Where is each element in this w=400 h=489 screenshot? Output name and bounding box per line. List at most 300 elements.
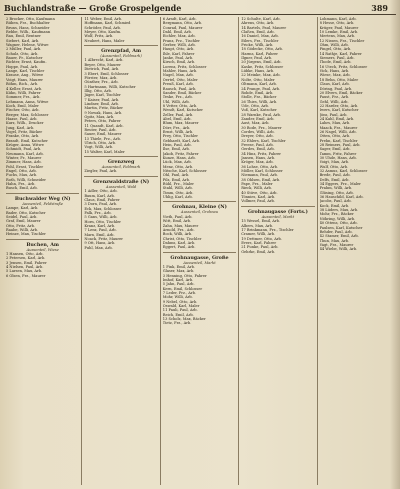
resident-entry: Uhl, Willi, Arb. xyxy=(162,99,190,104)
resident-entry: Vollmer, Paul, Arb. xyxy=(241,199,275,204)
resident-entry: 30 Uhde, Hans, Arb. xyxy=(319,156,357,160)
resident-entry: Glaser, Max, Arb. xyxy=(162,269,195,274)
resident-entry: Wiese, Max, Arb. xyxy=(319,73,351,78)
resident-entry: Cramer, Willi, Arb. xyxy=(241,232,276,237)
resident-entry: Voigt, Max, Arb. xyxy=(319,160,350,165)
resident-entry: Oswald, Karl, Maler xyxy=(162,304,200,309)
resident-entry: Haase, Paul, Arb. xyxy=(6,116,38,121)
resident-entry: Christ, Otto, Tischler xyxy=(162,236,202,241)
resident-entry: Vogel, Fritz, Bäcker xyxy=(6,129,43,134)
resident-entry: Richter, Ernst, Kaufm. xyxy=(6,60,47,65)
resident-entry: Böhm, Rich., Arb. xyxy=(6,82,39,87)
resident-entry: Schröder, Paul, Arb. xyxy=(84,25,121,30)
resident-entry: 28 Warnke, Paul, Arb. xyxy=(241,112,281,117)
resident-entry: Förster, Max, Arb. xyxy=(84,75,118,80)
resident-entry: Kaske, Fritz, Schlosser xyxy=(241,64,284,69)
resident-entry: Hoppe, Paul, Arb. xyxy=(6,64,39,69)
resident-entry: Rühl, Frz., Maler xyxy=(162,182,194,187)
resident-entry: Otto, Fritz, Arb. xyxy=(6,223,36,228)
resident-entry: Paulsen, Karl, Kutscher xyxy=(319,225,363,230)
page-number: 389 xyxy=(371,3,388,13)
resident-entry: Nagel, Max, Arb. xyxy=(162,73,194,78)
resident-entry: Ulrich, Otto, Arb. xyxy=(84,141,117,145)
resident-entry: 11 Weber, Emil, Arb. xyxy=(84,17,123,21)
resident-entry: Eichler, Max, Arb. xyxy=(162,34,196,39)
resident-entry: Lorenz, Fritz, Schlosser xyxy=(162,64,207,69)
resident-entry: Bergmann, Otto, Arb. xyxy=(162,21,203,26)
resident-entry: Faust, Frz., Arb. xyxy=(319,95,350,100)
resident-entry: 22 Harder, Otto, Arb. xyxy=(319,103,359,108)
resident-entry: 3 Henning, Otto, Fahrer xyxy=(162,273,207,278)
resident-entry: 42 Stamer, Emil, Arb. xyxy=(319,234,359,239)
resident-entry: Bruns, Hans, Schneider xyxy=(6,25,50,30)
street-subheading: (Aussenteil, Feldmark) xyxy=(100,54,142,59)
resident-entry: Ernst, Willi, Arb. xyxy=(162,129,194,134)
resident-entry: Stahl, Willi, Arb. xyxy=(162,186,193,191)
resident-entry: Rau, Emil, Rentner xyxy=(6,34,41,39)
resident-entry: Graf, Emil, Maurer xyxy=(6,219,41,224)
resident-entry: Franz, Frz., Tischler xyxy=(162,38,200,43)
resident-entry: Marx, Emil, Arb. xyxy=(84,232,115,237)
resident-entry: Imhof, Karl, Arb. xyxy=(162,278,194,283)
resident-entry: Thode, Emil, Arb. xyxy=(319,60,352,65)
resident-entry: Janke, Paul, Arb. xyxy=(162,56,194,61)
resident-entry: Mohr, Frz., Bäcker xyxy=(319,212,354,217)
resident-entry: 21 Funke, Paul, Arb. xyxy=(241,245,279,250)
resident-entry: 24 Prange, Paul, Arb. xyxy=(241,86,281,91)
columns xyxy=(4,17,396,485)
directory-column xyxy=(318,17,396,485)
section-divider xyxy=(6,193,79,194)
resident-entry: Wolf, Fritz, Arb. xyxy=(84,34,114,39)
resident-entry: Rebbe, Wilh., Kaufmann xyxy=(6,30,51,35)
section-divider xyxy=(163,201,236,202)
resident-entry: 26 Nagel, Willi, Arb. xyxy=(319,129,357,134)
resident-entry: Conrad, Paul, Maurer xyxy=(162,25,203,30)
resident-entry: Voigt, Hans, Maurer xyxy=(6,77,44,82)
resident-entry: Dahl, Emil, Arb. xyxy=(162,30,192,35)
resident-entry: Claßen, Emil, Arb. xyxy=(241,30,275,35)
street-heading: Grenzpfad, Am xyxy=(101,48,142,55)
resident-entry: Jöns, Paul, Arb. xyxy=(319,112,348,117)
resident-entry: Harms, Karl, Fahrer xyxy=(241,51,278,56)
resident-entry: 16 Utech, Fritz, Schlosser xyxy=(319,64,368,69)
resident-entry: 20 Elvers, Emil, Bäcker xyxy=(319,90,363,95)
resident-entry: Bauer, Fr., Kutscher xyxy=(6,56,43,61)
resident-entry: Meyer, Otto, Kaufm. xyxy=(84,30,122,35)
resident-entry: Glüsing, Otto, Arb. xyxy=(319,190,354,195)
street-subheading: Aussenteil, Markt xyxy=(183,260,216,265)
resident-entry: Beyer, Otto, Maurer xyxy=(84,62,121,67)
resident-entry: 1 Albrecht, Karl, Arb. xyxy=(84,58,124,63)
resident-entry: Bock, Willi, Arb. xyxy=(162,232,193,237)
resident-entry: Albers, Max, Arb. xyxy=(241,223,274,228)
resident-entry: Kröger, Max, Arb. xyxy=(241,160,274,165)
resident-entry: Falk, Frz., Arb. xyxy=(84,210,112,215)
resident-entry: Ilse, Emil, Arb. xyxy=(162,147,190,152)
resident-entry: Winter, Fr., Maurer xyxy=(6,156,42,160)
resident-entry: Voß, Karl, Kutscher xyxy=(241,108,277,113)
resident-entry: Engel, Otto, Arb. xyxy=(6,169,37,174)
resident-entry: Wagner, Helene, Witwe xyxy=(6,43,49,48)
resident-entry: 3 Jensen, Emil, Fahrer xyxy=(6,260,47,265)
resident-entry: Gehrke, Emil, Arb. xyxy=(241,249,276,254)
resident-entry: Dörr, Frz., Arb. xyxy=(162,125,191,130)
resident-entry: Koch, Emil, Maler xyxy=(6,103,39,108)
resident-entry: Witt, Emil, Arb. xyxy=(162,219,192,224)
resident-entry: 4 Nielsen, Paul, Arb. xyxy=(6,265,44,269)
resident-entry: Eilers, Frz., Tischler xyxy=(241,38,279,43)
resident-entry: Pohl, Ernst, Tischler xyxy=(6,164,44,169)
resident-entry: Brandt, Emil, Kutscher xyxy=(6,138,48,143)
resident-entry: Jansen, Hans, Arb. xyxy=(241,156,276,160)
resident-entry: Niemann, Paul, Arb. xyxy=(241,173,278,178)
resident-entry: 8 Hesse, Otto, Arb. xyxy=(319,21,355,26)
resident-entry: Freese, Paul, Arb. xyxy=(241,142,274,147)
resident-entry: Nitsche, Karl, Schlosser xyxy=(162,169,207,174)
resident-entry: Döring, Paul, Arb. xyxy=(319,86,353,91)
resident-entry: Schulz, Otto, Arb. xyxy=(6,51,39,56)
section-divider xyxy=(84,45,157,46)
resident-entry: Arnold, Frz., Arb. xyxy=(162,227,195,232)
resident-entry: 12 Nissen, Frz., Tischler xyxy=(319,38,365,43)
resident-entry: 2 Müller, Paul, Arb. xyxy=(6,47,42,52)
resident-entry: Peters, Otto, Fahrer xyxy=(84,119,121,124)
resident-entry: Fricke, Willi, Arb. xyxy=(241,43,274,48)
resident-entry: 1 Fink, Emil, Arb. xyxy=(162,265,196,269)
resident-entry: 14 Rathje, Karl, Fahrer xyxy=(319,51,362,56)
resident-entry: 13 Scholz, Max, Bäcker xyxy=(162,317,206,322)
street-heading: Buchwalder Weg (N) xyxy=(14,195,71,202)
resident-entry: Frahm, Willi, Arb. xyxy=(319,186,353,191)
resident-entry: Prehn, Karl, Tischler xyxy=(319,138,358,143)
resident-entry: Kunze, Hans, Arb. xyxy=(162,156,196,160)
resident-entry: Lübke, Hans, Arb. xyxy=(241,69,275,74)
resident-entry: 32 Asmus, Karl, Schlosser xyxy=(319,169,368,174)
resident-entry: Krüger, Paul, Maurer xyxy=(319,25,359,30)
resident-entry: Hahn, Frz., Arb. xyxy=(6,182,36,187)
resident-entry: 9 Ott, Hans, Arb. xyxy=(84,241,116,246)
resident-entry: 2 Petersen, Karl, Arb. xyxy=(6,256,46,261)
street-heading: Grohnaugasse, Große xyxy=(170,254,229,261)
resident-entry: Siemers, Paul, Arb. xyxy=(319,56,355,61)
resident-entry: 2 Brocker, Otto, Kaufmann xyxy=(6,17,55,21)
resident-entry: Franke, Otto, Arb. xyxy=(6,134,40,139)
resident-entry: 5 Larsen, Max, Arb. xyxy=(6,269,43,274)
resident-entry: Dietrich, Paul, Arb. xyxy=(84,67,120,72)
resident-entry: Sauer, Emil, Maurer xyxy=(84,132,122,137)
resident-entry: 10 Lemke, Emil, Arb. xyxy=(319,30,359,35)
resident-entry: Lehmann, Anna, Witwe xyxy=(6,99,49,104)
resident-entry: 9 Nebel, Otto, Arb. xyxy=(162,299,198,304)
resident-entry: Fischer, Otto, Arb. xyxy=(6,108,40,113)
resident-entry: 17 Brinkmann, Frz., Tischler xyxy=(241,227,294,232)
street-heading: Grenzwaldstraße (N) xyxy=(93,178,150,185)
street-subheading: Aussenteil, Wiese xyxy=(26,247,59,252)
resident-entry: 7 Lenz, Paul, Arb. xyxy=(84,228,117,233)
resident-entry: Maack, Frz., Maurer xyxy=(319,125,358,130)
resident-entry: Möller, Karl, Schlosser xyxy=(241,169,283,174)
resident-entry: Martin, Fritz, Bäcker xyxy=(84,106,123,111)
resident-entry: 14 Bartels, Paul, Maurer xyxy=(241,25,287,30)
resident-entry: Busch, Emil, Arb. xyxy=(6,186,38,191)
resident-entry: Neubert, Hans, Maler xyxy=(84,38,125,43)
resident-entry: Teske, Frz., Arb. xyxy=(162,95,193,100)
resident-entry: Gebhardt, Karl, Arb. xyxy=(162,138,201,143)
resident-entry: Vagt, Frz., Maurer xyxy=(319,242,354,247)
resident-entry: Vieth, Paul, Arb. xyxy=(162,214,193,219)
street-subheading: Aussenteil, Wald xyxy=(106,184,137,189)
resident-entry: Neumann, Karl, Arb. xyxy=(6,151,44,156)
resident-entry: Sander, Emil, Bäcker xyxy=(162,90,202,95)
resident-entry: 40 Stüve, Otto, Arb. xyxy=(241,190,278,195)
section-divider xyxy=(241,206,314,207)
directory-column xyxy=(4,17,82,485)
resident-entry: Kirsch, Emil, Arb. xyxy=(162,60,196,65)
resident-entry: Rohde, Emil, Arb. xyxy=(241,90,274,95)
resident-entry: Reuter, Paul, Arb. xyxy=(84,127,117,132)
resident-entry: Ihle, Karl, Fahrer xyxy=(162,51,195,56)
resident-entry: 28 Reimers, Paul, Arb. xyxy=(319,142,361,147)
resident-entry: Lück, Max, Arb. xyxy=(162,160,192,165)
resident-entry: Vick, Hans, Arb. xyxy=(319,69,350,74)
page-header xyxy=(4,3,396,14)
resident-entry: 44 Wiebe, Willi, Arb. xyxy=(319,247,358,252)
resident-entry: Lahrs, Max, Arb. xyxy=(319,121,351,126)
street-subheading: Aussenteil, Feldstraße xyxy=(22,201,64,206)
resident-entry: Berger, Max, Schlosser xyxy=(6,112,49,117)
street-heading: Grohnau, Kleine (N) xyxy=(172,204,227,211)
resident-entry: Kranz, Karl, Arb. xyxy=(84,223,116,228)
resident-entry: Zander, Emil, Arb. xyxy=(241,116,275,121)
resident-entry: 16 Daniel, Max, Arb. xyxy=(241,34,279,39)
header-rule xyxy=(4,14,396,15)
resident-entry: 4 Keller, Ernst, Arb. xyxy=(6,86,43,91)
resident-entry: 1 Adler, Otto, Arb. xyxy=(84,189,118,194)
resident-entry: Mertens, Max, Arb. xyxy=(319,34,356,39)
resident-entry: 7 Leder, Frz., Arb. xyxy=(162,291,197,296)
resident-entry: Otten, Otto, Arb. xyxy=(319,134,351,139)
resident-entry: Hein, Paul, Arb. xyxy=(162,142,192,147)
street-subheading: Aussenteil, Markt xyxy=(261,214,295,219)
resident-entry: Zimmer, Hans, Arb. xyxy=(6,160,42,165)
resident-entry: Jäger, Karl, Tischler xyxy=(84,93,121,98)
resident-entry: Krüger, Anna, Witwe xyxy=(6,142,44,147)
resident-entry: Sager, Emil, Arb. xyxy=(319,147,351,152)
resident-entry: Frey, Otto, Tischler xyxy=(162,134,198,139)
resident-entry: 11 Quandt, Karl, Arb. xyxy=(84,123,124,128)
resident-entry: Kern, Emil, Schlosser xyxy=(162,286,203,291)
resident-entry: Seidel, Paul, Arb. xyxy=(6,214,38,219)
resident-entry: Pape, Frz., Maler xyxy=(241,182,273,187)
resident-entry: 22 Meinke, Max, Arb. xyxy=(241,73,281,78)
resident-entry: 40 Ottens, Otto, Arb. xyxy=(319,221,358,226)
resident-entry: Kurz, Wilh., Drucker xyxy=(6,121,44,126)
resident-entry: Siebert, Karl, Arb. xyxy=(6,38,40,43)
resident-entry: 20 Jürgens, Emil, Arb. xyxy=(241,60,282,65)
resident-entry: Kock, Emil, Arb. xyxy=(319,203,350,208)
resident-entry: 3 Dorn, Paul, Arb. xyxy=(84,202,118,207)
resident-entry: 34 Eggers, Frz., Maler xyxy=(319,182,361,187)
resident-entry: 38 Ohlsen, Emil, Arb. xyxy=(241,177,281,182)
resident-entry: 24 Kahl, Emil, Arb. xyxy=(319,116,355,121)
street-heading: Buchen, Am xyxy=(26,241,60,248)
resident-entry: Lange, Karl, Tischler xyxy=(6,69,45,74)
resident-entry: 3 Ebert, Emil, Schlosser xyxy=(84,71,129,76)
resident-entry: Ahrens, Otto, Arb. xyxy=(241,21,275,26)
resident-entry: 18 Gödecke, Otto, Arb. xyxy=(241,47,284,52)
resident-entry: Illig, Otto, Arb. xyxy=(84,88,112,93)
resident-entry: Thun, Max, Arb. xyxy=(319,238,350,243)
resident-entry: Noack, Fritz, Maurer xyxy=(84,236,123,241)
street-subheading: Aussenteil, Grohnau xyxy=(180,210,219,215)
resident-entry: 6 Arndt, Karl, Arb. xyxy=(162,17,197,21)
resident-entry: Mahler, Hans, Arb. xyxy=(162,69,198,74)
resident-entry: Jacobs, Paul, Arb. xyxy=(319,199,352,204)
resident-entry: Ude, Otto, Arb. xyxy=(241,103,269,108)
resident-entry: 15 Wessel, Emil, Arb. xyxy=(241,219,281,224)
resident-entry: Lampe, Karl, Arb. xyxy=(6,206,39,211)
resident-entry: Blum, Max, Maurer xyxy=(162,121,199,126)
resident-entry: Ohm, Willi, Arb. xyxy=(319,43,349,48)
resident-entry: 7 Kaiser, Paul, Arb. xyxy=(84,97,120,102)
resident-entry: Ilgner, Paul, Arb. xyxy=(241,56,273,61)
resident-entry: Claus, Karl, Arb. xyxy=(319,82,350,87)
resident-entry: Ohl, Paul, Arb. xyxy=(162,173,190,178)
resident-entry: Opitz, Max, Arb. xyxy=(84,114,115,119)
resident-entry: Uhlig, Karl, Arb. xyxy=(162,195,193,200)
resident-entry: Horn, Otto, Tischler xyxy=(84,219,122,224)
resident-entry: Menz, Otto, Arb. xyxy=(162,164,194,169)
resident-entry: 5 Gans, Willi, Arb. xyxy=(84,215,118,220)
resident-entry: Ziegler, Paul, Arb. xyxy=(84,169,118,174)
resident-entry: Pingel, Otto, Arb. xyxy=(319,47,352,52)
resident-entry: Delfs, Emil, Arb. xyxy=(319,177,350,182)
resident-entry: Lohmann, Karl, Arb. xyxy=(319,17,357,21)
section-divider xyxy=(84,176,157,177)
resident-entry: Günther, Frz., Arb. xyxy=(84,80,119,85)
resident-entry: Nöhring, Willi, Arb. xyxy=(319,216,356,221)
resident-entry: Vogt, Willi, Arb. xyxy=(84,145,114,150)
resident-entry: Tönnies, Karl, Arb. xyxy=(241,195,276,200)
resident-entry: Abel, Emil, Arb. xyxy=(162,116,192,121)
resident-entry: 36 Lohse, Otto, Arb. xyxy=(241,164,279,169)
resident-entry: Kühn, Willi, Fahrer xyxy=(6,90,41,95)
directory-column xyxy=(239,17,317,485)
resident-entry: 32 Ehlers, Karl, Tischler xyxy=(241,138,286,143)
resident-entry: 26 Thies, Willi, Arb. xyxy=(241,99,278,104)
resident-entry: Haupt, Otto, Arb. xyxy=(162,47,195,52)
resident-entry: 19 Dettmer, Otto, Arb. xyxy=(241,236,282,241)
resident-entry: Wulf, Otto, Arb. xyxy=(319,164,349,169)
resident-entry: 9 Nowak, Hans, Arb. xyxy=(84,110,123,115)
resident-entry: Wendt, Karl, Kutscher xyxy=(162,108,204,113)
resident-entry: 15 Walter, Karl, Maler xyxy=(84,149,125,154)
street-heading: Grohnaugasse (Forts.) xyxy=(247,208,308,215)
resident-entry: 18 Behn, Otto, Maler xyxy=(319,77,359,82)
resident-entry: Fuchs, Max, Arb. xyxy=(6,173,38,178)
resident-entry: Eggert, Paul, Arb. xyxy=(162,245,196,250)
resident-entry: Claus, Emil, Fahrer xyxy=(84,197,120,202)
resident-entry: Rüben, Frz., Buchhalter xyxy=(6,21,50,26)
directory-column xyxy=(82,17,160,485)
resident-entry: 5 Hartmann, Willi, Kutscher xyxy=(84,84,136,89)
resident-entry: Krause, Ang., Witwe xyxy=(6,73,44,78)
resident-entry: 38 Lüders, Max, Arb. xyxy=(319,208,359,213)
resident-entry: Schmidt, Paul, Arb. xyxy=(6,147,42,152)
resident-entry: 8 Vetter, Otto, Arb. xyxy=(162,103,198,108)
resident-entry: Sommer, Frz., Arb. xyxy=(6,95,41,100)
resident-entry: Reich, Emil, Arb. xyxy=(162,312,194,317)
resident-entry: 6 Olsen, Frz., Maurer xyxy=(6,273,46,278)
resident-entry: Bader, Otto, Kutscher xyxy=(6,210,46,215)
resident-entry: Iwers, Karl, Kutscher xyxy=(319,108,359,113)
resident-entry: Rausch, Paul, Arb. xyxy=(162,86,197,91)
resident-entry: 30 Bode, Frz., Maurer xyxy=(241,125,282,130)
resident-entry: Tamm, Fritz, Fahrer xyxy=(319,151,357,156)
resident-entry: Jakob, Fritz, Fahrer xyxy=(162,151,199,156)
resident-entry: Aust, Max, Arb. xyxy=(241,121,270,126)
resident-entry: Gerdes, Emil, Arb. xyxy=(241,147,275,152)
resident-entry: Heinze, Max, Tischler xyxy=(6,232,46,237)
resident-entry: 11 Pauli, Paul, Arb. xyxy=(162,308,198,313)
resident-entry: Dahms, Karl, Arb. xyxy=(162,240,196,245)
resident-entry: Nolte, Otto, Maler xyxy=(241,77,275,82)
page-title: Buchlandstraße — Große Grospelgende xyxy=(4,3,182,13)
directory-column xyxy=(161,17,239,485)
resident-entry: Baum, Karl, Arb. xyxy=(84,193,115,198)
resident-entry: Stolle, Frz., Bäcker xyxy=(241,95,277,100)
resident-entry: Oltmann, Karl, Arb. xyxy=(241,82,277,87)
resident-entry: Oertel, Otto, Maler xyxy=(162,77,198,82)
resident-entry: Gerber, Willi, Arb. xyxy=(162,43,196,48)
resident-entry: 34 Hinz, Fritz, Fahrer xyxy=(241,151,281,156)
resident-entry: Puhl, Max, Arb. xyxy=(84,245,113,250)
page-binding-shadow xyxy=(390,0,400,489)
section-divider xyxy=(163,252,236,253)
resident-entry: Zeller, Paul, Arb. xyxy=(162,112,194,117)
resident-entry: Hoffmann, Karl, Schmied xyxy=(84,21,131,26)
resident-entry: Roth, Willi, Schneider xyxy=(6,177,46,182)
section-divider xyxy=(6,239,79,240)
section-divider xyxy=(84,156,157,157)
resident-entry: Cordes, Willi, Arb. xyxy=(241,129,275,134)
resident-entry: Dreyer, Otto, Arb. xyxy=(241,134,274,139)
resident-entry: Evers, Karl, Fahrer xyxy=(241,240,277,245)
resident-entry: 12 Schulte, Karl, Arb. xyxy=(241,17,281,21)
resident-entry: 13 Thiele, Frz., Arb. xyxy=(84,136,121,141)
resident-entry: 1 Hansen, Otto, Arb. xyxy=(6,251,44,256)
resident-entry: Lindner, Emil, Arb. xyxy=(84,101,119,106)
resident-entry: 5 Jahn, Paul, Arb. xyxy=(162,282,195,287)
resident-entry: Timm, Otto, Arb. xyxy=(162,190,194,195)
resident-entry: Gehl, Willi, Arb. xyxy=(319,99,349,104)
resident-entry: Jung, Karl, Arb. xyxy=(6,125,35,130)
street-heading: Grenzweg xyxy=(107,159,135,166)
resident-entry: Eck, Max, Schlosser xyxy=(84,206,122,211)
resident-entry: Tietz, Frz., Arb. xyxy=(162,321,192,326)
street-subheading: Aussenteil, Feldmark xyxy=(101,165,141,170)
resident-entry: Pilz, Emil, Arb. xyxy=(162,177,191,182)
resident-entry: Raabe, Willi, Arb. xyxy=(6,227,39,232)
resident-entry: Rieck, Willi, Arb. xyxy=(241,186,272,191)
resident-entry: Zahn, Max, Maurer xyxy=(162,223,199,228)
resident-entry: Preuß, Karl, Arb. xyxy=(162,82,194,87)
resident-entry: Rehder, Paul, Arb. xyxy=(319,229,353,234)
resident-entry: Mohr, Willi, Arb. xyxy=(162,295,193,300)
resident-entry: Brede, Paul, Arb. xyxy=(319,173,351,178)
resident-entry: 36 Hauschild, Karl, Arb. xyxy=(319,195,364,200)
